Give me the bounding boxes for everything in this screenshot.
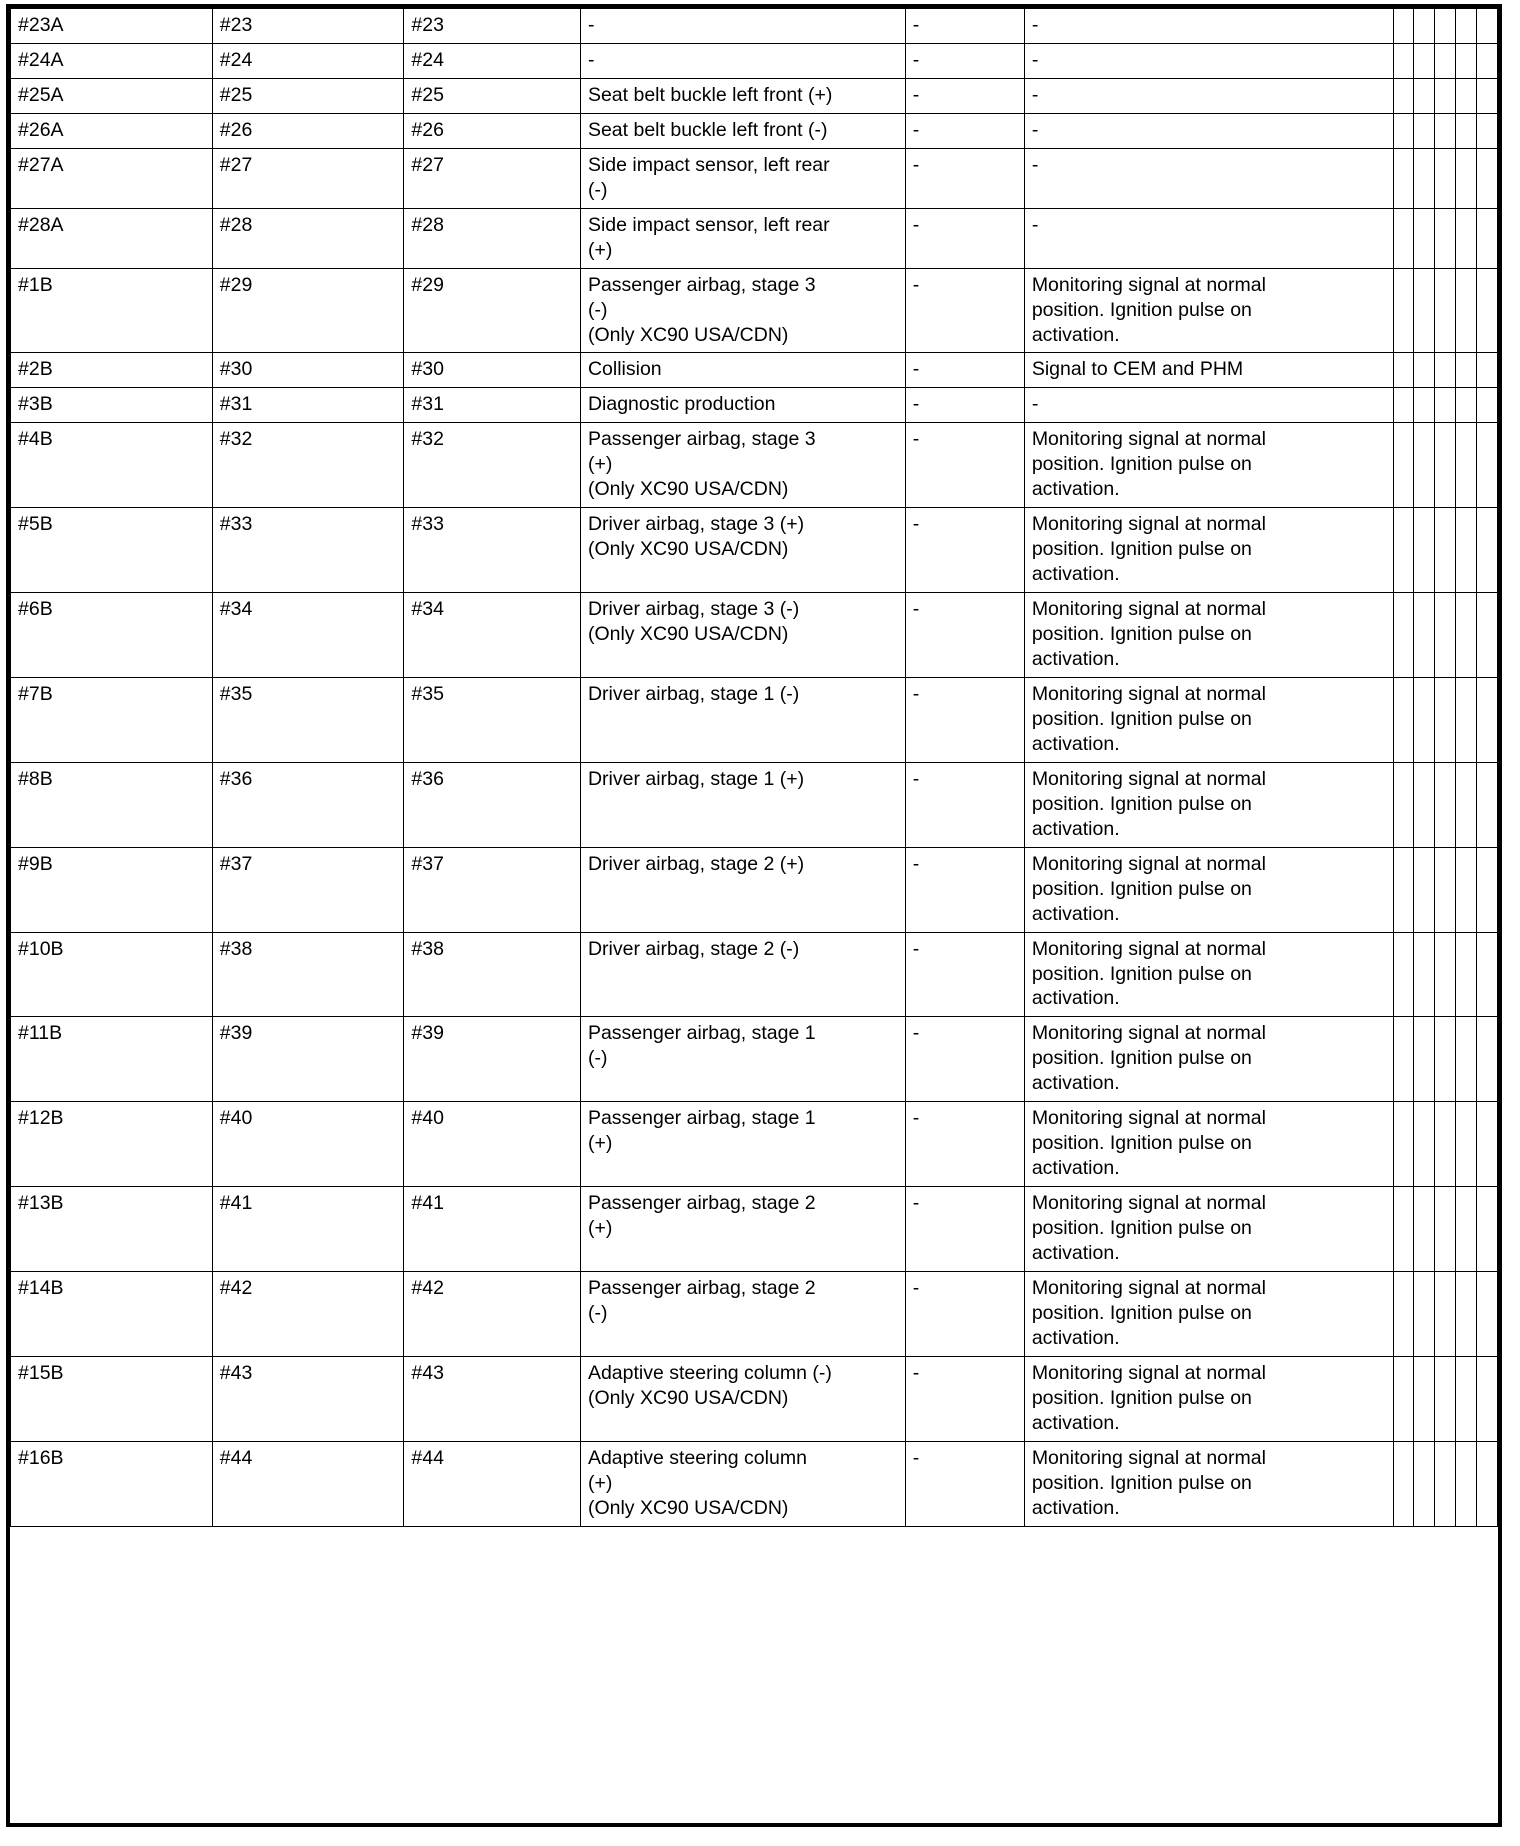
cell-note: Monitoring signal at normal position. Ignition pulse on activation.	[1024, 1017, 1393, 1102]
cell-narrow-5	[1476, 423, 1497, 508]
cell-narrow-2	[1414, 677, 1435, 762]
cell-note: Monitoring signal at normal position. Ignition pulse on activation.	[1024, 847, 1393, 932]
cell-pin-b: #35	[404, 677, 581, 762]
cell-narrow-3	[1435, 353, 1455, 388]
cell-narrow-1	[1394, 9, 1414, 44]
cell-narrow-1	[1394, 593, 1414, 678]
cell-narrow-4	[1455, 1271, 1476, 1356]
cell-pin-a: #38	[212, 932, 404, 1017]
cell-reference: -	[905, 208, 1024, 268]
cell-narrow-5	[1476, 78, 1497, 113]
cell-reference: -	[905, 9, 1024, 44]
cell-narrow-2	[1414, 1356, 1435, 1441]
cell-narrow-2	[1414, 1441, 1435, 1526]
cell-connector: #26A	[11, 113, 213, 148]
cell-narrow-4	[1455, 677, 1476, 762]
cell-narrow-4	[1455, 847, 1476, 932]
cell-note: Monitoring signal at normal position. Ignition pulse on activation.	[1024, 1187, 1393, 1272]
cell-narrow-2	[1414, 1102, 1435, 1187]
cell-function: Collision	[580, 353, 905, 388]
cell-narrow-5	[1476, 1187, 1497, 1272]
cell-connector: #8B	[11, 762, 213, 847]
cell-function: Passenger airbag, stage 2 (-)	[580, 1271, 905, 1356]
cell-narrow-4	[1455, 932, 1476, 1017]
cell-narrow-2	[1414, 508, 1435, 593]
cell-connector: #25A	[11, 78, 213, 113]
cell-function: Driver airbag, stage 1 (-)	[580, 677, 905, 762]
cell-note: -	[1024, 208, 1393, 268]
cell-reference: -	[905, 1102, 1024, 1187]
table-row	[11, 9, 1498, 44]
cell-pin-a: #23	[212, 9, 404, 44]
table-row	[11, 677, 1498, 762]
cell-connector: #5B	[11, 508, 213, 593]
cell-narrow-4	[1455, 1441, 1476, 1526]
cell-connector: #13B	[11, 1187, 213, 1272]
cell-narrow-5	[1476, 1356, 1497, 1441]
cell-narrow-1	[1394, 932, 1414, 1017]
cell-pin-a: #39	[212, 1017, 404, 1102]
cell-narrow-1	[1394, 78, 1414, 113]
cell-pin-b: #44	[404, 1441, 581, 1526]
cell-pin-a: #41	[212, 1187, 404, 1272]
cell-connector: #27A	[11, 148, 213, 208]
cell-narrow-2	[1414, 1187, 1435, 1272]
cell-narrow-4	[1455, 423, 1476, 508]
cell-narrow-3	[1435, 43, 1455, 78]
cell-pin-b: #33	[404, 508, 581, 593]
cell-note: Signal to CEM and PHM	[1024, 353, 1393, 388]
table-row	[11, 847, 1498, 932]
cell-note: -	[1024, 388, 1393, 423]
cell-narrow-2	[1414, 113, 1435, 148]
cell-narrow-3	[1435, 762, 1455, 847]
table-row	[11, 1187, 1498, 1272]
cell-connector: #12B	[11, 1102, 213, 1187]
cell-connector: #2B	[11, 353, 213, 388]
cell-function: Passenger airbag, stage 1 (-)	[580, 1017, 905, 1102]
cell-function: Side impact sensor, left rear (+)	[580, 208, 905, 268]
cell-note: Monitoring signal at normal position. Ignition pulse on activation.	[1024, 423, 1393, 508]
table-row	[11, 388, 1498, 423]
cell-pin-a: #44	[212, 1441, 404, 1526]
cell-narrow-3	[1435, 1187, 1455, 1272]
cell-pin-a: #43	[212, 1356, 404, 1441]
cell-narrow-3	[1435, 1102, 1455, 1187]
cell-narrow-3	[1435, 1356, 1455, 1441]
cell-narrow-2	[1414, 1271, 1435, 1356]
cell-pin-a: #26	[212, 113, 404, 148]
cell-pin-a: #33	[212, 508, 404, 593]
cell-narrow-4	[1455, 1102, 1476, 1187]
cell-reference: -	[905, 677, 1024, 762]
cell-narrow-1	[1394, 762, 1414, 847]
cell-narrow-5	[1476, 208, 1497, 268]
table-row	[11, 1356, 1498, 1441]
cell-pin-a: #27	[212, 148, 404, 208]
cell-function: Seat belt buckle left front (-)	[580, 113, 905, 148]
cell-narrow-1	[1394, 268, 1414, 353]
cell-narrow-5	[1476, 932, 1497, 1017]
cell-connector: #4B	[11, 423, 213, 508]
cell-narrow-2	[1414, 423, 1435, 508]
cell-narrow-2	[1414, 9, 1435, 44]
cell-pin-b: #27	[404, 148, 581, 208]
cell-function: Driver airbag, stage 3 (+) (Only XC90 USA/CDN)	[580, 508, 905, 593]
cell-connector: #7B	[11, 677, 213, 762]
cell-narrow-5	[1476, 353, 1497, 388]
cell-narrow-2	[1414, 208, 1435, 268]
cell-function: Diagnostic production	[580, 388, 905, 423]
table-row	[11, 78, 1498, 113]
cell-reference: -	[905, 1017, 1024, 1102]
cell-narrow-5	[1476, 1017, 1497, 1102]
cell-reference: -	[905, 353, 1024, 388]
cell-reference: -	[905, 423, 1024, 508]
cell-reference: -	[905, 1187, 1024, 1272]
cell-pin-b: #26	[404, 113, 581, 148]
cell-narrow-5	[1476, 268, 1497, 353]
cell-narrow-3	[1435, 268, 1455, 353]
cell-narrow-5	[1476, 1102, 1497, 1187]
cell-narrow-5	[1476, 847, 1497, 932]
cell-reference: -	[905, 508, 1024, 593]
cell-pin-a: #24	[212, 43, 404, 78]
table-row	[11, 762, 1498, 847]
cell-narrow-4	[1455, 43, 1476, 78]
cell-pin-a: #29	[212, 268, 404, 353]
cell-connector: #23A	[11, 9, 213, 44]
cell-narrow-5	[1476, 148, 1497, 208]
cell-function: Seat belt buckle left front (+)	[580, 78, 905, 113]
cell-narrow-4	[1455, 388, 1476, 423]
cell-narrow-3	[1435, 932, 1455, 1017]
cell-narrow-5	[1476, 593, 1497, 678]
cell-function: Passenger airbag, stage 3 (-) (Only XC90 USA/CDN)	[580, 268, 905, 353]
cell-function: Passenger airbag, stage 2 (+)	[580, 1187, 905, 1272]
cell-narrow-1	[1394, 847, 1414, 932]
cell-note: Monitoring signal at normal position. Ignition pulse on activation.	[1024, 677, 1393, 762]
cell-narrow-2	[1414, 43, 1435, 78]
cell-note: -	[1024, 9, 1393, 44]
table-row	[11, 43, 1498, 78]
table-row	[11, 208, 1498, 268]
cell-pin-b: #32	[404, 423, 581, 508]
table-row	[11, 148, 1498, 208]
cell-reference: -	[905, 268, 1024, 353]
cell-narrow-5	[1476, 1271, 1497, 1356]
cell-reference: -	[905, 43, 1024, 78]
cell-pin-a: #37	[212, 847, 404, 932]
table-row	[11, 113, 1498, 148]
cell-narrow-3	[1435, 113, 1455, 148]
cell-note: -	[1024, 148, 1393, 208]
cell-narrow-5	[1476, 9, 1497, 44]
cell-reference: -	[905, 388, 1024, 423]
cell-pin-b: #38	[404, 932, 581, 1017]
cell-narrow-1	[1394, 113, 1414, 148]
cell-narrow-3	[1435, 148, 1455, 208]
cell-narrow-1	[1394, 677, 1414, 762]
cell-narrow-3	[1435, 1271, 1455, 1356]
cell-narrow-5	[1476, 762, 1497, 847]
cell-pin-b: #36	[404, 762, 581, 847]
cell-narrow-2	[1414, 847, 1435, 932]
cell-narrow-3	[1435, 1441, 1455, 1526]
cell-narrow-1	[1394, 43, 1414, 78]
cell-function: Driver airbag, stage 3 (-) (Only XC90 USA/CDN)	[580, 593, 905, 678]
cell-pin-b: #39	[404, 1017, 581, 1102]
cell-narrow-2	[1414, 148, 1435, 208]
cell-note: Monitoring signal at normal position. Ignition pulse on activation.	[1024, 593, 1393, 678]
cell-function: Driver airbag, stage 1 (+)	[580, 762, 905, 847]
cell-narrow-3	[1435, 847, 1455, 932]
cell-reference: -	[905, 1356, 1024, 1441]
cell-pin-b: #23	[404, 9, 581, 44]
cell-narrow-2	[1414, 268, 1435, 353]
cell-function: Side impact sensor, left rear (-)	[580, 148, 905, 208]
cell-pin-b: #24	[404, 43, 581, 78]
cell-pin-a: #25	[212, 78, 404, 113]
cell-connector: #11B	[11, 1017, 213, 1102]
cell-pin-a: #28	[212, 208, 404, 268]
cell-narrow-2	[1414, 593, 1435, 678]
cell-narrow-2	[1414, 78, 1435, 113]
cell-reference: -	[905, 113, 1024, 148]
cell-function: Passenger airbag, stage 1 (+)	[580, 1102, 905, 1187]
cell-narrow-1	[1394, 353, 1414, 388]
cell-pin-a: #32	[212, 423, 404, 508]
cell-narrow-1	[1394, 1441, 1414, 1526]
cell-narrow-4	[1455, 593, 1476, 678]
cell-narrow-5	[1476, 113, 1497, 148]
cell-pin-a: #31	[212, 388, 404, 423]
cell-pin-a: #36	[212, 762, 404, 847]
cell-reference: -	[905, 1271, 1024, 1356]
cell-narrow-2	[1414, 1017, 1435, 1102]
cell-function: -	[580, 9, 905, 44]
cell-narrow-4	[1455, 9, 1476, 44]
table-row	[11, 1271, 1498, 1356]
cell-narrow-4	[1455, 113, 1476, 148]
table-row	[11, 1441, 1498, 1526]
cell-reference: -	[905, 148, 1024, 208]
cell-narrow-3	[1435, 423, 1455, 508]
cell-narrow-4	[1455, 1187, 1476, 1272]
cell-function: -	[580, 43, 905, 78]
pinout-table-body	[11, 9, 1498, 1527]
cell-narrow-5	[1476, 388, 1497, 423]
cell-note: -	[1024, 113, 1393, 148]
table-row	[11, 593, 1498, 678]
cell-narrow-1	[1394, 1102, 1414, 1187]
table-row	[11, 508, 1498, 593]
cell-narrow-1	[1394, 1187, 1414, 1272]
cell-function: Adaptive steering column (+) (Only XC90 USA/CDN)	[580, 1441, 905, 1526]
cell-connector: #14B	[11, 1271, 213, 1356]
cell-narrow-1	[1394, 1017, 1414, 1102]
cell-function: Driver airbag, stage 2 (-)	[580, 932, 905, 1017]
cell-pin-a: #30	[212, 353, 404, 388]
table-row	[11, 353, 1498, 388]
cell-narrow-4	[1455, 208, 1476, 268]
cell-narrow-5	[1476, 677, 1497, 762]
cell-reference: -	[905, 1441, 1024, 1526]
cell-narrow-3	[1435, 593, 1455, 678]
cell-note: Monitoring signal at normal position. Ignition pulse on activation.	[1024, 762, 1393, 847]
cell-connector: #24A	[11, 43, 213, 78]
cell-note: Monitoring signal at normal position. Ignition pulse on activation.	[1024, 1356, 1393, 1441]
cell-narrow-4	[1455, 762, 1476, 847]
cell-note: -	[1024, 78, 1393, 113]
cell-note: Monitoring signal at normal position. Ignition pulse on activation.	[1024, 268, 1393, 353]
cell-pin-b: #28	[404, 208, 581, 268]
cell-pin-b: #41	[404, 1187, 581, 1272]
cell-narrow-3	[1435, 9, 1455, 44]
cell-pin-b: #30	[404, 353, 581, 388]
cell-function: Adaptive steering column (-) (Only XC90 USA/CDN)	[580, 1356, 905, 1441]
cell-narrow-1	[1394, 1271, 1414, 1356]
cell-pin-b: #31	[404, 388, 581, 423]
cell-narrow-3	[1435, 1017, 1455, 1102]
cell-pin-a: #40	[212, 1102, 404, 1187]
cell-narrow-5	[1476, 1441, 1497, 1526]
cell-narrow-4	[1455, 148, 1476, 208]
cell-pin-a: #34	[212, 593, 404, 678]
cell-narrow-1	[1394, 388, 1414, 423]
cell-note: Monitoring signal at normal position. Ignition pulse on activation.	[1024, 932, 1393, 1017]
cell-pin-a: #35	[212, 677, 404, 762]
cell-connector: #1B	[11, 268, 213, 353]
cell-connector: #9B	[11, 847, 213, 932]
table-row	[11, 268, 1498, 353]
cell-function: Passenger airbag, stage 3 (+) (Only XC90 USA/CDN)	[580, 423, 905, 508]
table-row	[11, 1017, 1498, 1102]
cell-reference: -	[905, 932, 1024, 1017]
cell-narrow-4	[1455, 1356, 1476, 1441]
cell-function: Driver airbag, stage 2 (+)	[580, 847, 905, 932]
table-row	[11, 423, 1498, 508]
cell-narrow-1	[1394, 1356, 1414, 1441]
cell-reference: -	[905, 593, 1024, 678]
cell-narrow-4	[1455, 268, 1476, 353]
cell-pin-b: #43	[404, 1356, 581, 1441]
cell-narrow-3	[1435, 388, 1455, 423]
cell-narrow-1	[1394, 208, 1414, 268]
cell-narrow-3	[1435, 208, 1455, 268]
cell-pin-b: #34	[404, 593, 581, 678]
cell-connector: #6B	[11, 593, 213, 678]
cell-narrow-2	[1414, 388, 1435, 423]
cell-narrow-3	[1435, 78, 1455, 113]
cell-narrow-4	[1455, 353, 1476, 388]
cell-connector: #3B	[11, 388, 213, 423]
cell-note: Monitoring signal at normal position. Ignition pulse on activation.	[1024, 508, 1393, 593]
cell-narrow-3	[1435, 677, 1455, 762]
table-row	[11, 932, 1498, 1017]
cell-narrow-1	[1394, 148, 1414, 208]
cell-pin-b: #37	[404, 847, 581, 932]
cell-narrow-1	[1394, 423, 1414, 508]
cell-note: Monitoring signal at normal position. Ignition pulse on activation.	[1024, 1271, 1393, 1356]
cell-connector: #16B	[11, 1441, 213, 1526]
cell-reference: -	[905, 762, 1024, 847]
pinout-table-frame	[6, 4, 1502, 1827]
cell-pin-b: #29	[404, 268, 581, 353]
cell-narrow-4	[1455, 78, 1476, 113]
cell-narrow-3	[1435, 508, 1455, 593]
pinout-table	[10, 8, 1498, 1527]
cell-reference: -	[905, 78, 1024, 113]
cell-narrow-4	[1455, 1017, 1476, 1102]
cell-narrow-2	[1414, 932, 1435, 1017]
cell-pin-b: #25	[404, 78, 581, 113]
cell-reference: -	[905, 847, 1024, 932]
cell-pin-b: #42	[404, 1271, 581, 1356]
cell-connector: #10B	[11, 932, 213, 1017]
cell-narrow-1	[1394, 508, 1414, 593]
cell-pin-b: #40	[404, 1102, 581, 1187]
cell-note: Monitoring signal at normal position. Ignition pulse on activation.	[1024, 1441, 1393, 1526]
cell-narrow-2	[1414, 762, 1435, 847]
cell-connector: #28A	[11, 208, 213, 268]
cell-narrow-2	[1414, 353, 1435, 388]
cell-narrow-5	[1476, 508, 1497, 593]
table-row	[11, 1102, 1498, 1187]
cell-narrow-5	[1476, 43, 1497, 78]
cell-connector: #15B	[11, 1356, 213, 1441]
cell-note: Monitoring signal at normal position. Ignition pulse on activation.	[1024, 1102, 1393, 1187]
cell-pin-a: #42	[212, 1271, 404, 1356]
cell-note: -	[1024, 43, 1393, 78]
cell-narrow-4	[1455, 508, 1476, 593]
